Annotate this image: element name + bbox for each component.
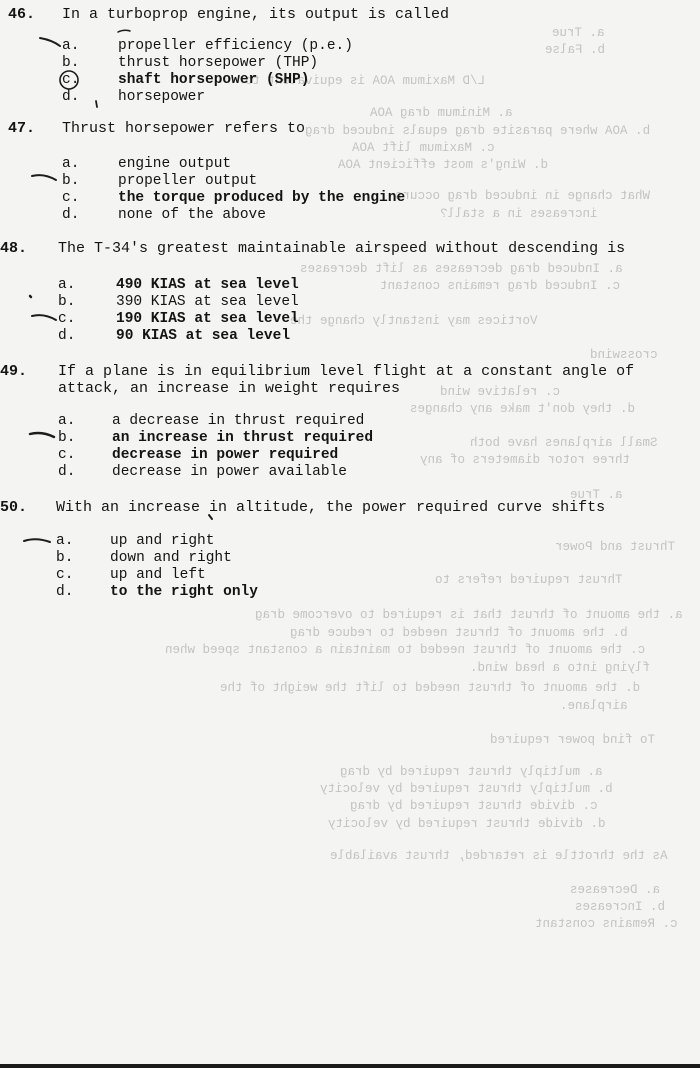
option-text: to the right only <box>110 584 258 600</box>
answer-tick-46 <box>96 101 97 107</box>
question-text: Thrust horsepower refers to <box>62 120 306 137</box>
bleed-line: b. multiply thrust required by velocity <box>320 782 613 796</box>
question-number: 49. <box>0 363 28 380</box>
answer-dash-46a <box>40 38 60 46</box>
option-letter: b. <box>56 550 74 566</box>
question-text: In a turboprop engine, its output is called <box>62 6 450 23</box>
question-text: attack, an increase in weight requires <box>58 380 401 397</box>
option-text: a decrease in thrust required <box>112 413 365 429</box>
question-number: 46. <box>8 6 36 23</box>
option-text: none of the above <box>118 207 266 223</box>
option-text: decrease in power available <box>112 464 347 480</box>
option-text: 390 KIAS at sea level <box>116 294 299 310</box>
option-text: up and left <box>110 567 206 583</box>
bleed-line: flying into a head wind. <box>470 661 651 675</box>
question-number: 48. <box>0 240 28 257</box>
option-text: thrust horsepower (THP) <box>118 55 319 71</box>
bleed-line: c. Induced drag remains constant <box>380 279 621 293</box>
bleed-line: crosswind <box>590 348 658 362</box>
question-text: With an increase in altitude, the power required curve shifts <box>56 499 606 516</box>
bleed-line: Thrust and Power <box>555 540 676 554</box>
bleed-line: d. they don't make any changes <box>410 402 636 416</box>
bleed-line: three rotor diameters of any <box>420 453 631 467</box>
option-letter: b. <box>62 55 80 71</box>
option-letter: c. <box>58 311 76 327</box>
option-letter: c. <box>62 72 80 88</box>
bleed-line: Small airplanes have both <box>470 436 658 450</box>
bleed-line: c. relative wind <box>440 385 561 399</box>
option-text: horsepower <box>118 89 206 105</box>
option-text: 490 KIAS at sea level <box>116 277 299 293</box>
answer-dash-48c <box>32 315 56 320</box>
option-text: 190 KIAS at sea level <box>116 311 299 327</box>
bleed-line: b. the amount of thrust needed to reduce drag <box>290 626 628 640</box>
option-letter: a. <box>58 277 76 293</box>
bleed-line: What change in induced drag occurs <box>395 189 651 203</box>
answer-dash-50a <box>24 539 50 542</box>
option-letter: d. <box>62 207 80 223</box>
option-letter: a. <box>62 38 80 54</box>
bleed-line: As the throttle is retarded, thrust available <box>330 849 668 863</box>
answer-circle-46c <box>60 71 78 89</box>
option-text: an increase in thrust required <box>112 430 374 446</box>
option-letter: b. <box>58 294 76 310</box>
question-number: 50. <box>0 499 28 516</box>
option-text: 90 KIAS at sea level <box>116 328 291 344</box>
option-letter: a. <box>56 533 74 549</box>
answer-dash-49b <box>30 433 54 437</box>
bleed-line: c. Maximum lift AOA <box>352 141 495 155</box>
option-text: shaft horsepower (SHP) <box>118 72 310 88</box>
option-letter: d. <box>56 584 74 600</box>
question-text: The T-34's greatest maintainable airspeed without descending is <box>58 240 626 257</box>
option-letter: c. <box>58 447 76 463</box>
option-letter: d. <box>62 89 80 105</box>
bleed-line: a. Decreases <box>570 883 661 897</box>
bleed-line: a. True <box>552 26 605 40</box>
option-text: the torque produced by the engine <box>118 190 406 206</box>
option-text: engine output <box>118 156 232 172</box>
answer-dash-47b <box>32 175 56 180</box>
bleed-line: a. True <box>570 488 623 502</box>
bleed-line: d. Wing's most efficient AOA <box>338 158 549 172</box>
bleed-line: increases in a stall? <box>440 207 598 221</box>
option-letter: b. <box>58 430 76 446</box>
option-letter: c. <box>62 190 80 206</box>
option-letter: d. <box>58 328 76 344</box>
question-number: 47. <box>8 120 36 137</box>
option-letter: b. <box>62 173 80 189</box>
option-text: propeller efficiency (p.e.) <box>118 38 353 54</box>
bleed-line: To find power required <box>490 733 656 747</box>
option-text: down and right <box>110 550 232 566</box>
bleed-line: a. Induced drag decreases as lift decreases <box>300 262 623 276</box>
answer-mark-46 <box>118 30 130 32</box>
bleed-line: c. divide thrust required by drag <box>350 799 598 813</box>
option-text: up and right <box>110 533 215 549</box>
option-letter: a. <box>62 156 80 172</box>
bleed-line: c. Remains constant <box>535 917 678 931</box>
bleed-line: Vortices may instantly change the <box>290 314 538 328</box>
answer-dot-48 <box>30 296 31 297</box>
option-text: propeller output <box>118 173 258 189</box>
bleed-line: b. AOA where parasite drag equals induced drag <box>305 124 651 138</box>
option-letter: d. <box>58 464 76 480</box>
bleed-line: airplane. <box>560 699 628 713</box>
bleed-line: a. Minimum drag AOA <box>370 106 513 120</box>
bleed-line: d. the amount of thrust needed to lift the weight of the <box>220 681 641 695</box>
option-letter: c. <box>56 567 74 583</box>
bleed-line: c. the amount of thrust needed to maintain a constant speed when <box>165 643 646 657</box>
bleed-line: b. False <box>545 43 606 57</box>
option-text: decrease in power required <box>112 447 339 463</box>
bleed-line: a. the amount of thrust that is required to overcome drag <box>255 608 683 622</box>
answer-mark-50 <box>209 515 212 519</box>
bleed-line: d. divide thrust required by velocity <box>328 817 606 831</box>
bleed-line: L/D Maximum AOA is equivalent to <box>245 74 486 88</box>
bleed-line: b. Increases <box>575 900 666 914</box>
option-letter: a. <box>58 413 76 429</box>
bleed-line: a. multiply thrust required by drag <box>340 765 603 779</box>
bleed-line: Thrust required refers to <box>435 573 623 587</box>
page-bottom-edge <box>0 1064 700 1068</box>
question-text: If a plane is in equilibrium level flight at a constant angle of <box>58 363 635 380</box>
